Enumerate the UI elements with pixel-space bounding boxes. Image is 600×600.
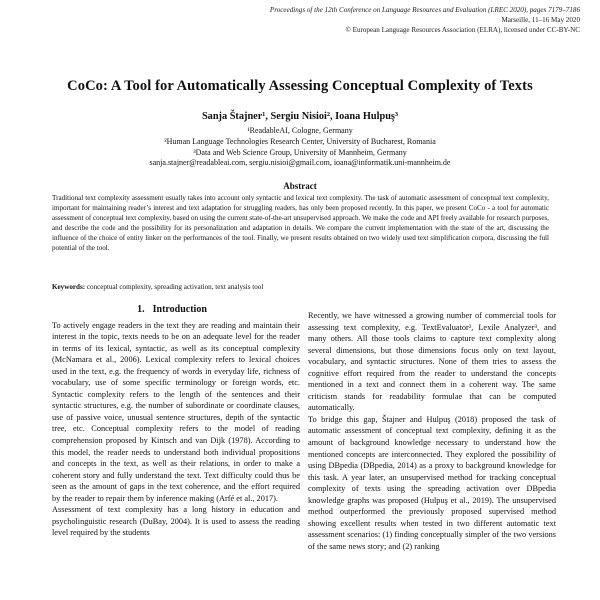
affiliation-2: ²Human Language Technologies Research Center, University of Bucharest, Romania [164,136,436,146]
section-number: 1. [137,304,145,315]
author-emails: sanja.stajner@readableai.com, sergiu.nisioi@gmail.com, ioana@informatik.uni-mannheim.de [149,158,451,168]
paragraph: To bridge this gap, Štajner and Hulpuş (2018) proposed the task of automatic assessment of conceptual text complexity, defining it as the amount of background knowledge necessary to understand how the mentioned concepts are interconnected. They explored the possibility of using DBpedia (DBpedia, 2014) as a proxy to background knowledge for this task. A year later, an unsupervised method for tracking conceptual complexity of texts using the spreading activation over DBpedia knowledge graphs was proposed (Hulpuş et al., 2019). The unsupervised method outperformed the previously proposed supervised method showing excellent results when tested in two different automatic text assessment scenarios: (1) finding conceptually simpler of the two versions of the same news story; and (2) ranking [308,414,556,551]
affiliation-1: ¹ReadableAI, Cologne, Germany [247,126,353,135]
proceedings-header [270,5,580,35]
proceedings-line: Proceedings of the 12th Conference on Language Resources and Evaluation (LREC 2020), pages 7179–7186 [269,6,580,14]
keywords-text: conceptual complexity, spreading activation, text analysis tool [86,283,264,291]
location-line: Marseille, 11–16 May 2020 [501,16,580,24]
abstract-text: Traditional text complexity assessment usually takes into account only syntactic and lexical text complexity. The task of automatic assessment of conceptual text complexity, important for maintaining reader’s interest and text adaptation for struggling readers, has only been proposed recently. In this paper, we present CoCo - a tool for automatic assessment of conceptual text complexity, based on using the current state-of-the-art unsupervised approach. We make the code and API freely available for research purposes, and describe the code and the possibility for its personalization and adaptation in details. We compare the current implementation with the state of the art, discussing the influence of the choice of entity linker on the performances of the tool. Finally, we present results obtained on two widely used text simplification corpora, discussing the full potential of the tool. [52,194,549,252]
authors: Sanja Štajner¹, Sergiu Nisioi², Ioana Hulpuş³ [201,111,399,122]
abstract-heading: Abstract [283,181,317,191]
section-title: Introduction [152,304,207,315]
keywords [52,283,549,293]
keywords-label: Keywords: [52,283,86,291]
section-heading [52,304,300,316]
affiliations [0,126,600,169]
paragraph: To actively engage readers in the text they are reading and maintain their interest in the topic, texts needs to be on an adequate level for the reader in terms of its lexical, syntactic, as well as its conceptual complexity (McNamara et al., 2006). Lexical complexity refers to lexical choices used in the text, e.g. the frequency of words in everyday life, richness of vocabulary, use of some specific terminology or foreign words, etc. Syntactic complexity refers to the length of the sentences and their syntactic structures, e.g. the number of subordinate or coordinate clauses, use of passive voice, unusual sentence structures, depth of the syntactic tree, etc. Conceptual complexity refers to the model of reading comprehension proposed by Kintsch and van Dijk (1978). According to this model, the reader needs to understand both individual propositions and concepts in the text, as well as their relations, in order to make a coherent story and fully understand the text. Text difficulty could thus be seen as the amount of gaps in the text coherence, and the effort required by the reader to repair them by inference making (Arfé et al., 2017). [52,320,300,503]
paper-title: CoCo: A Tool for Automatically Assessing Conceptual Complexity of Texts [67,78,533,94]
paragraph: Assessment of text complexity has a long history in education and psycholinguistic research (DuBay, 2004). It is used to assess the reading level required by the students [52,505,300,538]
right-column [308,310,556,552]
paragraph: Recently, we have witnessed a growing number of commercial tools for assessing text complexity, e.g. TextEvaluator², Lexile Analyzer³, and many others. All those tools claims to capture text complexity along several dimensions, but those dimensions focus only on text layout, vocabulary, and syntactic structures. None of them tries to assess the cognitive effort required from the reader to understand the concepts mentioned in a text and connect them in a coherent way. The same criticism stands for readability formulae that can be computed automatically. [308,311,556,413]
copyright-line: © European Language Resources Association (ELRA), licensed under CC-BY-NC [345,26,580,34]
affiliation-3: ³Data and Web Science Group, University of Mannheim, Germany [193,147,407,157]
left-column [52,304,300,539]
